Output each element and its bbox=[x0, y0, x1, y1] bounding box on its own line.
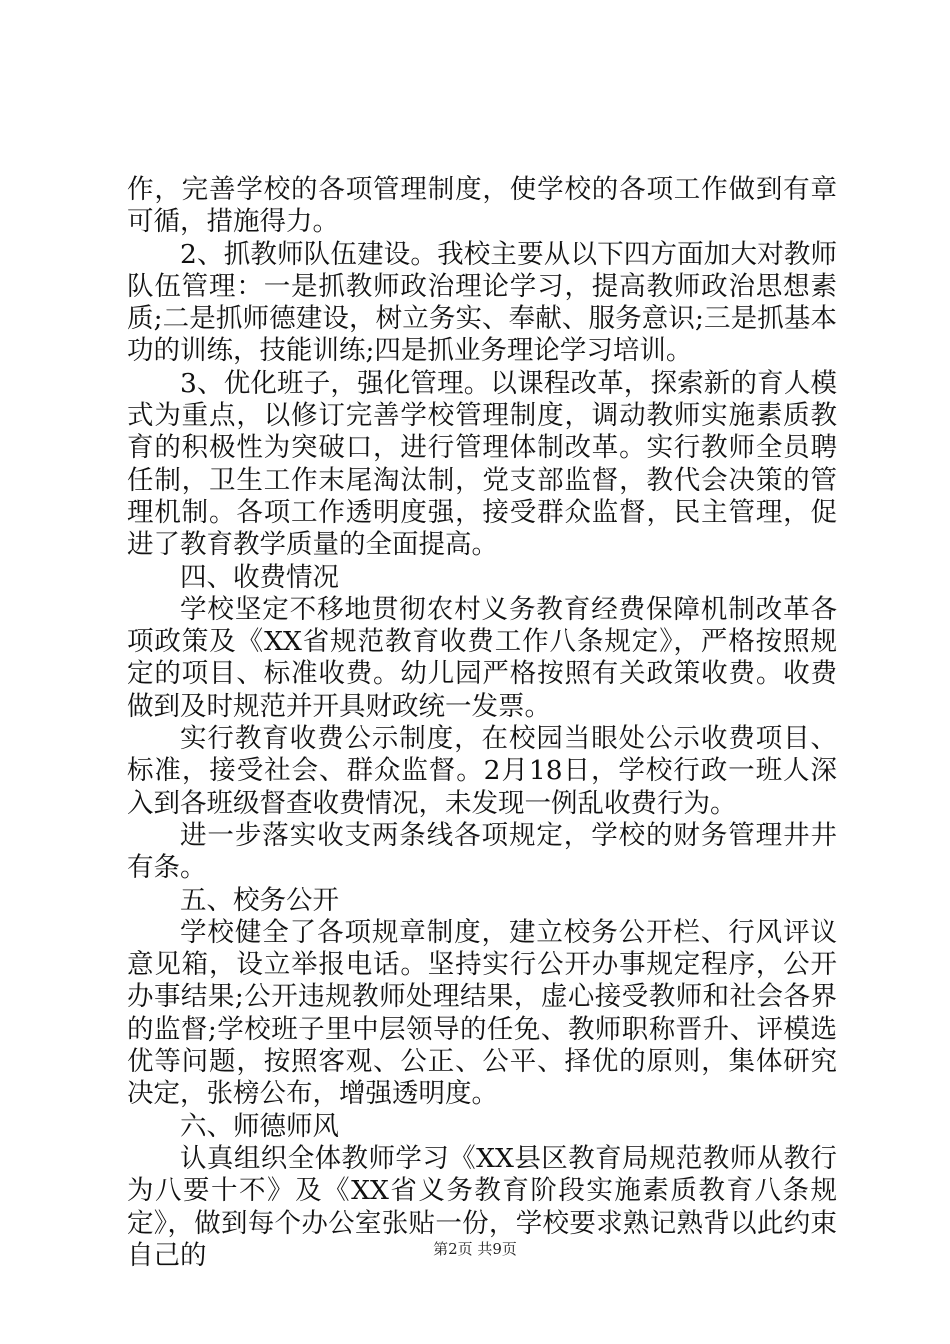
paragraph-continuation: 作，完善学校的各项管理制度，使学校的各项工作做到有章可循，措施得力。 bbox=[127, 174, 837, 238]
paragraph-leadership: 3、优化班子，强化管理。以课程改革，探索新的育人模式为重点，以修订完善学校管理制度，调动教师实施素质教育的积极性为突破口，进行管理体制改革。实行教师全员聘任制，卫生工作末尾淘汰制，党支部监督，教代会决策的管理机制。各项工作透明度强，接受群众监督，民主管理，促进了教育教学质量的全面提高。 bbox=[127, 367, 837, 561]
paragraph-affairs: 学校健全了各项规章制度，建立校务公开栏、行风评议意见箱，设立举报电话。坚持实行公开办事规定程序，公开办事结果;公开违规教师处理结果，虚心接受教师和社会各界的监督;学校班子里中层领导的任免、教师职称晋升、评模选优等问题，按照客观、公正、公平、择优的原则，集体研究决定，张榜公布，增强透明度。 bbox=[127, 916, 837, 1110]
page-footer: 第2页 共9页 bbox=[433, 1240, 517, 1258]
paragraph-ethics: 认真组织全体教师学习《XX县区教育局规范教师从教行为八要十不》及《XX省义务教育阶段实施素质教育八条规定》，做到每个办公室张贴一份，学校要求熟记熟背以此约束自己的 bbox=[127, 1142, 837, 1271]
body-text bbox=[127, 174, 837, 1272]
paragraph-fee-disclosure: 实行教育收费公示制度，在校园当眼处公示收费项目、标准，接受社会、群众监督。2月18日，学校行政一班人深入到各班级督查收费情况，未发现一例乱收费行为。 bbox=[127, 723, 837, 819]
paragraph-fee-policy: 学校坚定不移地贯彻农村义务教育经费保障机制改革各项政策及《XX省规范教育收费工作八条规定》，严格按照规定的项目、标准收费。幼儿园严格按照有关政策收费。收费做到及时规范并开具财政统一发票。 bbox=[127, 593, 837, 722]
section-heading-fees: 四、收费情况 bbox=[180, 561, 339, 593]
section-heading-ethics: 六、师德师风 bbox=[180, 1110, 339, 1142]
paragraph-finance: 进一步落实收支两条线各项规定，学校的财务管理井井有条。 bbox=[127, 819, 837, 884]
paragraph-teacher-team: 2、抓教师队伍建设。我校主要从以下四方面加大对教师队伍管理：一是抓教师政治理论学习，提高教师政治思想素质;二是抓师德建设，树立务实、奉献、服务意识;三是抓基本功的训练，技能训练;四是抓业务理论学习培训。 bbox=[127, 238, 837, 367]
section-heading-affairs: 五、校务公开 bbox=[180, 884, 339, 916]
